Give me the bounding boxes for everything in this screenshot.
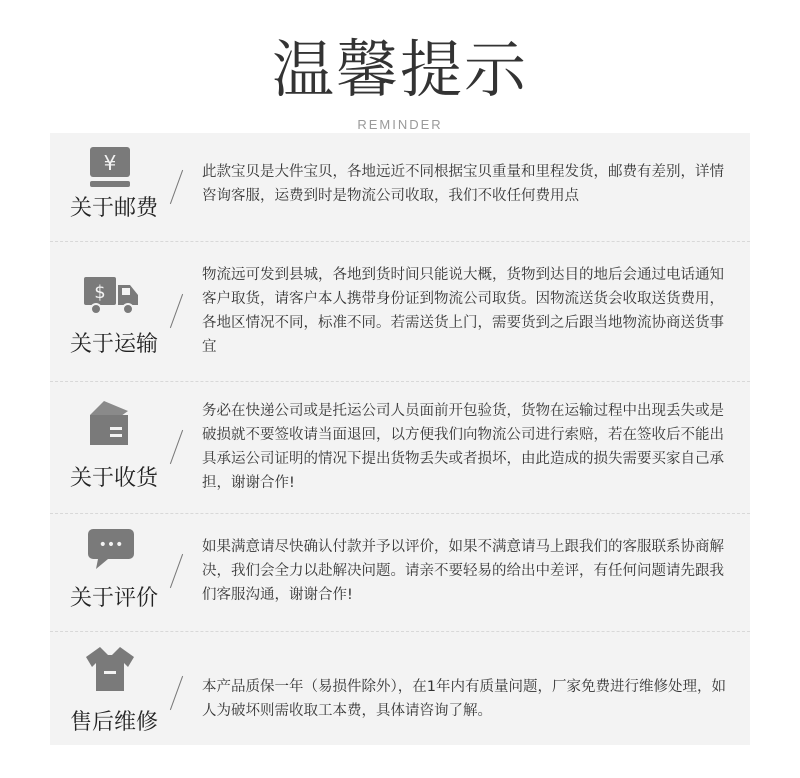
section-label-receiving: 关于收货 <box>69 466 158 491</box>
section-text-review: 如果满意请尽快确认付款并予以评价，如果不满意请马上跟我们的客服联系协商解决，我们会全力以赴解决问题。请亲不要轻易的给出中差评，有任何问题请先跟我们客服沟通，谢谢合作! <box>202 539 724 603</box>
page-subtitle: REMINDER <box>357 117 443 132</box>
reminder-panel <box>50 133 750 745</box>
section-label-postage: 关于邮费 <box>69 196 158 221</box>
open-package-icon <box>84 397 134 449</box>
page-title: 温馨提示 <box>271 33 528 106</box>
section-label-shipping: 关于运输 <box>69 332 158 357</box>
section-label-after-sales: 售后维修 <box>69 710 158 735</box>
svg-text:$: $ <box>94 282 106 303</box>
section-text-shipping: 物流远可发到县城，各地到货时间只能说大概，货物到达目的地后会通过电话通知客户取货，请客户本人携带身份证到物流公司取货。因物流送货会收取送货费用，各地区情况不同，标准不同。若需送货上门，需要货到之后跟当地物流协商送货事宜 <box>202 267 724 355</box>
shirt-repair-icon <box>84 645 136 693</box>
section-postage <box>50 133 750 241</box>
section-review <box>50 513 750 631</box>
section-shipping <box>50 241 750 381</box>
section-text-after-sales: 本产品质保一年（易损件除外），在1年内有质量问题，厂家免费进行维修处理，如人为破坏则需收取工本费，具体请咨询了解。 <box>202 679 726 719</box>
section-text-postage: 此款宝贝是大件宝贝，各地远近不同根据宝贝重量和里程发货，邮费有差别，详情咨询客服，运费到时是物流公司收取，我们不收任何费用点 <box>202 164 724 204</box>
svg-text:•••: ••• <box>98 537 124 553</box>
section-text-receiving: 务必在快递公司或是托运公司人员面前开包验货，货物在运输过程中出现丢失或是破损就不要签收请当面退回，以方便我们向物流公司进行索赔，若在签收后不能出具承运公司证明的情况下提出货物丢失或者损坏，由此造成的损失需要买家自己承担，谢谢合作! <box>202 403 724 491</box>
yen-note-icon <box>88 145 132 191</box>
section-after-sales <box>50 631 750 745</box>
section-receiving <box>50 381 750 513</box>
svg-text:¥: ¥ <box>103 151 117 175</box>
chat-bubble-icon <box>86 527 136 573</box>
delivery-truck-icon <box>82 273 142 317</box>
section-label-review: 关于评价 <box>69 586 158 611</box>
